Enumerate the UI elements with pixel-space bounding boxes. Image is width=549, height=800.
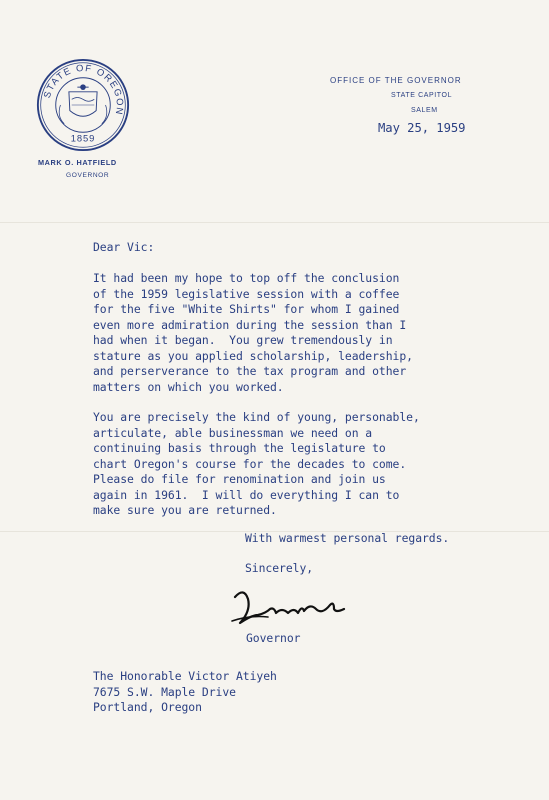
recipient-city: Portland, Oregon bbox=[93, 700, 202, 714]
paragraph-line: of the 1959 legislative session with a coffee bbox=[93, 286, 400, 301]
office-line-2: STATE CAPITOL bbox=[391, 92, 453, 99]
paragraph-line: stature as you applied scholarship, leadership, bbox=[93, 348, 413, 363]
state-seal-icon bbox=[36, 58, 130, 152]
paragraph-line: even more admiration during the session than I bbox=[93, 317, 407, 332]
recipient-name: The Honorable Victor Atiyeh bbox=[93, 669, 277, 683]
seal-year: 1859 bbox=[70, 132, 96, 144]
paragraph-line: for the five "White Shirts" for whom I gained bbox=[93, 302, 400, 316]
sender-name: MARK O. HATFIELD bbox=[38, 158, 117, 167]
recipient-street: 7675 S.W. Maple Drive bbox=[93, 684, 236, 699]
closing-regards: With warmest personal regards. bbox=[245, 531, 450, 545]
seal-ring-text: STATE OF OREGON bbox=[40, 61, 127, 117]
office-line-1: OFFICE OF THE GOVERNOR bbox=[330, 76, 462, 85]
paragraph-line: had when it began. You grew tremendously in bbox=[93, 333, 393, 347]
paragraph-line: You are precisely the kind of young, personable, bbox=[93, 410, 420, 424]
paragraph-line: matters on which you worked. bbox=[93, 379, 284, 394]
signature-icon bbox=[230, 585, 350, 630]
paragraph-line: again in 1961. I will do everything I can to bbox=[93, 487, 400, 502]
closing: Sincerely, bbox=[245, 561, 314, 575]
paragraph-line: chart Oregon's course for the decades to come. bbox=[93, 456, 407, 471]
sender-title: GOVERNOR bbox=[66, 172, 110, 179]
paragraph-line: make sure you are returned. bbox=[93, 503, 277, 517]
letter-date: May 25, 1959 bbox=[378, 121, 466, 135]
salutation: Dear Vic: bbox=[93, 240, 155, 254]
paragraph-line: articulate, able businessman we need on a bbox=[93, 425, 373, 440]
paragraph-line: Please do file for renomination and join us bbox=[93, 472, 386, 486]
paragraph-line: It had been my hope to top off the conclusion bbox=[93, 271, 400, 285]
signer-title: Governor bbox=[246, 631, 301, 645]
paragraph-line: continuing basis through the legislature to bbox=[93, 441, 386, 455]
fold-line bbox=[0, 222, 549, 223]
paragraph-line: and perserverance to the tax program and other bbox=[93, 364, 407, 378]
office-line-3: SALEM bbox=[411, 107, 438, 114]
